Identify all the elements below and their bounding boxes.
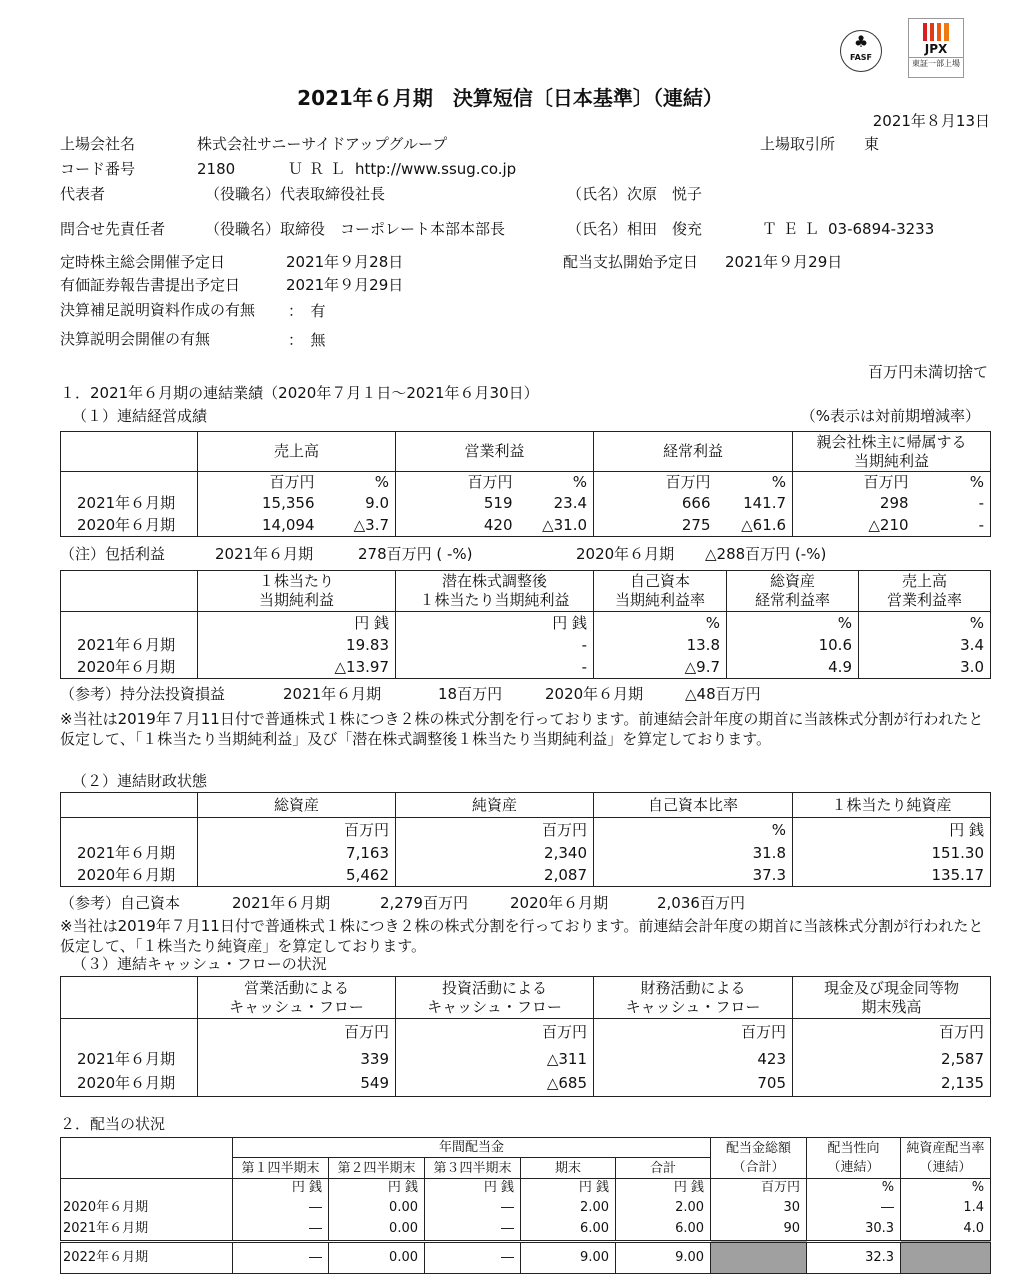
unit: % (807, 1179, 901, 1197)
fasf-logo-text: FASF (850, 53, 872, 62)
table-row (61, 1072, 991, 1097)
unit: 円 銭 (396, 612, 594, 635)
unit: 円 銭 (233, 1179, 329, 1197)
table-row (61, 635, 991, 657)
table-row (61, 657, 991, 679)
cell: ― (233, 1241, 329, 1273)
row-label: 2020年６月期 (61, 657, 198, 679)
supplementary-value: ： 有 (288, 302, 326, 320)
unit: % (727, 612, 859, 635)
row-label: 2020年６月期 (61, 515, 198, 537)
company-name: 株式会社サニーサイドアップグループ (197, 135, 448, 153)
row-label: 2021年６月期 (61, 635, 198, 657)
cell: 15,356 (198, 493, 321, 515)
cell: 9.00 (521, 1241, 616, 1273)
cell: 275 (594, 515, 717, 537)
cell: ― (425, 1218, 521, 1241)
code-value: 2180 (197, 160, 236, 178)
cell: △13.97 (198, 657, 396, 679)
exchange-label: 上場取引所 (760, 135, 836, 153)
section-1-title: １．2021年６月期の連結業績（2020年７月１日～2021年６月30日） (60, 384, 539, 402)
unit: 百万円 (793, 1019, 991, 1047)
cell: ― (233, 1218, 329, 1241)
header-total-dividends: 配当金総額 （合計） (711, 1138, 807, 1179)
header-operating-profit: 営業利益 (396, 432, 594, 472)
equity-value-2: 2,036百万円 (657, 894, 745, 912)
table-row (61, 1241, 991, 1273)
header-total-assets: 総資産 (198, 793, 396, 818)
unit: 百万円 (198, 472, 321, 493)
code-label: コード番号 (60, 160, 136, 178)
briefing-value: ： 無 (288, 331, 326, 349)
cell: 19.83 (198, 635, 396, 657)
cell: 14,094 (198, 515, 321, 537)
cell: 2,135 (793, 1072, 991, 1097)
cell: 549 (198, 1072, 396, 1097)
cell: 9.00 (616, 1241, 711, 1273)
corner-cell (61, 432, 198, 472)
cell: 2,340 (396, 843, 594, 865)
row-label: 2020年６月期 (61, 1072, 198, 1097)
header-bps: １株当たり純資産 (793, 793, 991, 818)
financial-position-table (60, 792, 991, 887)
unit: % (859, 612, 991, 635)
report-date: 2021年８月13日 (872, 112, 990, 130)
cell: 705 (594, 1072, 793, 1097)
cell: 0.00 (329, 1196, 425, 1218)
row-label: 2021年６月期 (61, 1218, 233, 1241)
cell: 519 (396, 493, 519, 515)
table-row (61, 1047, 991, 1072)
cell: 9.0 (321, 493, 396, 515)
unit: 円 銭 (198, 612, 396, 635)
unit: % (519, 472, 594, 493)
unit: 百万円 (396, 1019, 594, 1047)
header-diluted-eps: 潜在株式調整後 １株当たり当期純利益 (396, 571, 594, 612)
fasf-logo: ♣ FASF (840, 30, 882, 72)
equity-period-1: 2021年６月期 (232, 894, 331, 912)
cell: 135.17 (793, 865, 991, 887)
row-label: 2020年６月期 (61, 1196, 233, 1218)
cell: 2,587 (793, 1047, 991, 1072)
cell: 420 (396, 515, 519, 537)
header-operating-margin: 売上高 営業利益率 (859, 571, 991, 612)
header-investing-cf: 投資活動による キャッシュ・フロー (396, 977, 594, 1019)
tel-label: ＴＥＬ (762, 220, 826, 238)
header-roa: 総資産 経常利益率 (727, 571, 859, 612)
page-title: 2021年６月期 決算短信〔日本基準〕（連結） (297, 86, 723, 110)
jpx-logo-subtext: 東証一部上場 (909, 57, 963, 70)
cell: 666 (594, 493, 717, 515)
stock-split-note-1: ※当社は2019年７月11日付で普通株式１株につき２株の株式分割を行っております。前連結会計年度の期首に当該株式分割が行われたと仮定して、「１株当たり当期純利益」及び「潜在株式調整後１株当たり当期純利益」を算定しております。 (60, 710, 984, 748)
table-row (61, 515, 991, 537)
cell: △685 (396, 1072, 594, 1097)
table-row (61, 493, 991, 515)
header-eps: １株当たり 当期純利益 (198, 571, 396, 612)
cell: △61.6 (717, 515, 793, 537)
header-total: 合計 (616, 1158, 711, 1179)
cell: 298 (793, 493, 915, 515)
cell: 0.00 (329, 1241, 425, 1273)
cell: ― (807, 1196, 901, 1218)
briefing-label: 決算説明会開催の有無 (60, 330, 211, 348)
row-label: 2022年６月期 (61, 1241, 233, 1273)
unit: % (594, 818, 793, 843)
unit: 百万円 (594, 472, 717, 493)
header-annual-dividends: 年間配当金 (233, 1138, 711, 1158)
cell: 23.4 (519, 493, 594, 515)
dividend-start-date: 2021年９月29日 (725, 253, 843, 271)
agm-label: 定時株主総会開催予定日 (60, 253, 226, 271)
dividend-start-label: 配当支払開始予定日 (563, 253, 699, 271)
table-row (61, 1196, 991, 1218)
header-sales: 売上高 (198, 432, 396, 472)
rounding-note: 百万円未満切捨て (867, 363, 988, 381)
row-label: 2020年６月期 (61, 865, 198, 887)
forecast-blank-cell (901, 1241, 991, 1273)
cell: 6.00 (616, 1218, 711, 1241)
cell: 3.4 (859, 635, 991, 657)
section-2-title: ２．配当の状況 (60, 1115, 166, 1133)
comprehensive-income-period-2: 2020年６月期 (576, 545, 675, 563)
per-share-table (60, 570, 991, 679)
url-label: ＵＲＬ (288, 160, 352, 178)
cell: 4.0 (901, 1218, 991, 1241)
unit: % (717, 472, 793, 493)
tel-value: 03-6894-3233 (828, 220, 935, 238)
unit: 円 銭 (521, 1179, 616, 1197)
comprehensive-income-label: （注）包括利益 (60, 545, 166, 563)
cell: 1.4 (901, 1196, 991, 1218)
stock-split-note-2: ※当社は2019年７月11日付で普通株式１株につき２株の株式分割を行っております。前連結会計年度の期首に当該株式分割が行われたと仮定して、「１株当たり純資産」を算定しております。 (60, 917, 984, 955)
table-row (61, 865, 991, 887)
row-label: 2021年６月期 (61, 1047, 198, 1072)
header-dividend-on-equity: 純資産配当率 （連結） (901, 1138, 991, 1179)
unit: 百万円 (396, 818, 594, 843)
contact-title: （役職名）取締役 コーポレート本部本部長 (205, 220, 506, 238)
company-label: 上場会社名 (60, 135, 136, 153)
equity-method-value-1: 18百万円 (438, 685, 503, 703)
cell: - (396, 635, 594, 657)
unit: 円 銭 (616, 1179, 711, 1197)
cell: 10.6 (727, 635, 859, 657)
comprehensive-income-value-1: 278百万円 ( -%) (358, 545, 473, 563)
report-filing-label: 有価証券報告書提出予定日 (60, 276, 241, 294)
cash-flow-table (60, 976, 991, 1097)
representative-title: （役職名）代表取締役社長 (205, 185, 386, 203)
unit: 百万円 (711, 1179, 807, 1197)
cell: 3.0 (859, 657, 991, 679)
table-row (61, 1218, 991, 1241)
row-label: 2021年６月期 (61, 493, 198, 515)
unit: 百万円 (396, 472, 519, 493)
financial-position-heading: （２）連結財政状態 (72, 772, 208, 790)
equity-period-2: 2020年６月期 (510, 894, 609, 912)
jpx-logo (908, 18, 964, 78)
operating-results-table (60, 431, 991, 537)
cell: 2.00 (521, 1196, 616, 1218)
forecast-blank-cell (711, 1241, 807, 1273)
cell: - (396, 657, 594, 679)
equity-method-period-1: 2021年６月期 (283, 685, 382, 703)
table-row (61, 843, 991, 865)
cell: △210 (793, 515, 915, 537)
contact-label: 問合せ先責任者 (60, 220, 166, 238)
supplementary-label: 決算補足説明資料作成の有無 (60, 301, 256, 319)
cell: △311 (396, 1047, 594, 1072)
header-financing-cf: 財務活動による キャッシュ・フロー (594, 977, 793, 1019)
equity-method-label: （参考）持分法投資損益 (60, 685, 226, 703)
cell: 151.30 (793, 843, 991, 865)
cell: 4.9 (727, 657, 859, 679)
equity-method-value-2: △48百万円 (685, 685, 761, 703)
cell: 37.3 (594, 865, 793, 887)
header-q1: 第１四半期末 (233, 1158, 329, 1179)
cell: - (915, 515, 991, 537)
cell: 5,462 (198, 865, 396, 887)
equity-label: （参考）自己資本 (60, 894, 181, 912)
representative-name: （氏名）次原 悦子 (567, 185, 703, 203)
header-q3: 第３四半期末 (425, 1158, 521, 1179)
unit: % (321, 472, 396, 493)
cell: 30 (711, 1196, 807, 1218)
operating-results-heading: （１）連結経営成績 (72, 407, 208, 425)
unit: 百万円 (594, 1019, 793, 1047)
representative-label: 代表者 (60, 185, 106, 203)
equity-value-1: 2,279百万円 (380, 894, 468, 912)
cell: 7,163 (198, 843, 396, 865)
unit: 円 銭 (329, 1179, 425, 1197)
cell: 13.8 (594, 635, 727, 657)
agm-date: 2021年９月28日 (286, 253, 404, 271)
cell: 0.00 (329, 1218, 425, 1241)
header-net-income: 親会社株主に帰属する 当期純利益 (793, 432, 991, 472)
cash-flow-heading: （３）連結キャッシュ・フローの状況 (72, 955, 327, 973)
contact-name: （氏名）相田 俊充 (567, 220, 703, 238)
unit: 百万円 (198, 1019, 396, 1047)
cell: 141.7 (717, 493, 793, 515)
cell: 6.00 (521, 1218, 616, 1241)
cell: △9.7 (594, 657, 727, 679)
comprehensive-income-period-1: 2021年６月期 (215, 545, 314, 563)
dividends-table (60, 1137, 991, 1274)
cell: ― (425, 1241, 521, 1273)
cell: 423 (594, 1047, 793, 1072)
unit: 円 銭 (425, 1179, 521, 1197)
cell: 339 (198, 1047, 396, 1072)
equity-method-period-2: 2020年６月期 (545, 685, 644, 703)
header-equity-ratio: 自己資本比率 (594, 793, 793, 818)
cell: 2.00 (616, 1196, 711, 1218)
header-year-end: 期末 (521, 1158, 616, 1179)
header-ordinary-profit: 経常利益 (594, 432, 793, 472)
unit: 円 銭 (793, 818, 991, 843)
header-operating-cf: 営業活動による キャッシュ・フロー (198, 977, 396, 1019)
report-filing-date: 2021年９月29日 (286, 276, 404, 294)
comprehensive-income-value-2: △288百万円 (-%) (705, 545, 827, 563)
header-roe: 自己資本 当期純利益率 (594, 571, 727, 612)
cell: ― (233, 1196, 329, 1218)
unit: % (901, 1179, 991, 1197)
exchange-value: 東 (864, 135, 880, 153)
cell: 2,087 (396, 865, 594, 887)
cell: - (915, 493, 991, 515)
header-net-assets: 純資産 (396, 793, 594, 818)
unit: 百万円 (793, 472, 915, 493)
cell: 90 (711, 1218, 807, 1241)
cell: △3.7 (321, 515, 396, 537)
jpx-logo-text: JPX (924, 42, 948, 56)
row-label: 2021年６月期 (61, 843, 198, 865)
unit: % (594, 612, 727, 635)
percent-note: （%表示は対前期増減率） (800, 407, 980, 425)
cell: ― (425, 1196, 521, 1218)
cell: 32.3 (807, 1241, 901, 1273)
header-q2: 第２四半期末 (329, 1158, 425, 1179)
header-cash-balance: 現金及び現金同等物 期末残高 (793, 977, 991, 1019)
cell: 31.8 (594, 843, 793, 865)
url-link[interactable]: http://www.ssug.co.jp (355, 160, 517, 178)
cell: 30.3 (807, 1218, 901, 1241)
unit: 百万円 (198, 818, 396, 843)
header-payout-ratio: 配当性向 （連結） (807, 1138, 901, 1179)
unit: % (915, 472, 991, 493)
cell: △31.0 (519, 515, 594, 537)
